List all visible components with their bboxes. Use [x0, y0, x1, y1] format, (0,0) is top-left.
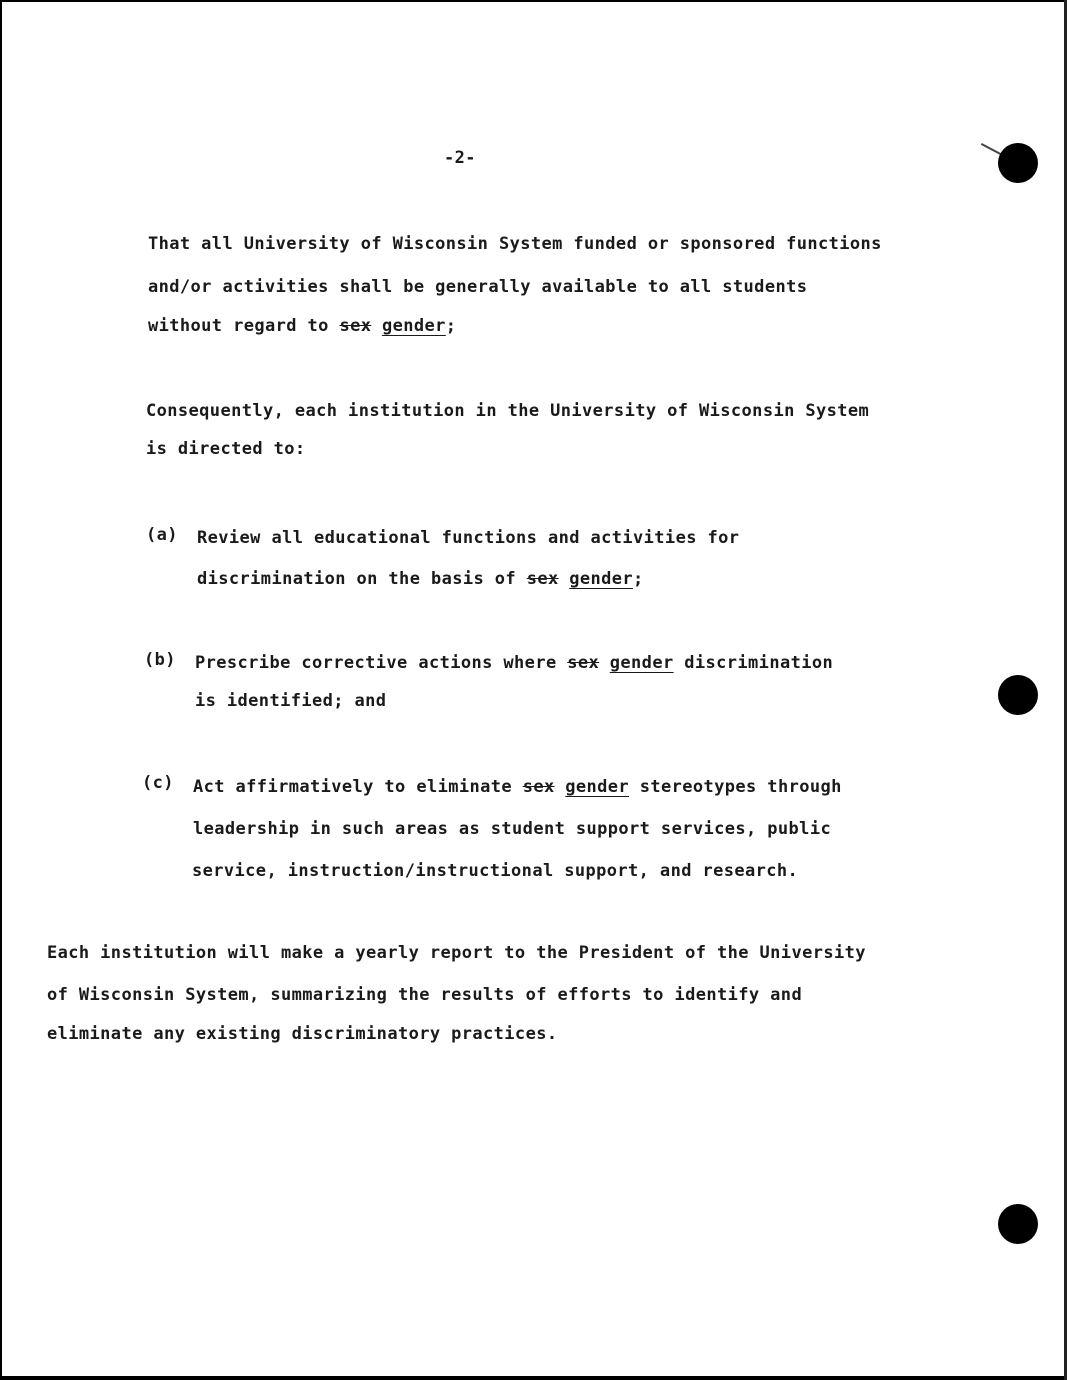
punch-hole-top [998, 143, 1038, 183]
item-b-line2: is identified; and [195, 691, 387, 711]
punch-hole-mark [981, 143, 1001, 155]
para1-line3-text: without regard to [148, 316, 329, 336]
para1-line2: and/or activities shall be generally available to all students [148, 277, 808, 297]
item-c-line2: leadership in such areas as student support services, public [193, 819, 832, 839]
item-c-line1-end: stereotypes through [639, 777, 842, 797]
item-c-line3: service, instruction/instructional support, and research. [192, 861, 799, 881]
para1-line1: That all University of Wisconsin System funded or sponsored functions [148, 234, 882, 254]
item-a-line2-end: ; [633, 569, 644, 589]
punch-hole-bottom [998, 1204, 1038, 1244]
struck-word: sex [567, 653, 600, 673]
item-a-line2-text: discrimination on the basis of [197, 569, 517, 589]
para2-line1: Consequently, each institution in the University of Wisconsin System [146, 401, 870, 421]
inserted-word: gender [569, 569, 634, 589]
punch-hole-middle [998, 675, 1038, 715]
para3-line3: eliminate any existing discriminatory practices. [47, 1024, 558, 1044]
struck-word: sex [339, 316, 372, 336]
item-c-line1-text: Act affirmatively to eliminate [193, 777, 513, 797]
para3-line2: of Wisconsin System, summarizing the results of efforts to identify and [47, 985, 803, 1005]
inserted-word: gender [609, 653, 674, 673]
item-c-line1 [193, 777, 842, 797]
para1-line3 [148, 316, 456, 336]
item-a-line2 [197, 569, 644, 589]
item-a-line1: Review all educational functions and activities for [197, 528, 740, 548]
item-b-line1-end: discrimination [684, 653, 834, 673]
inserted-word: gender [381, 316, 446, 336]
para3-line1: Each institution will make a yearly report to the President of the University [47, 943, 866, 963]
page-number: -2- [444, 148, 476, 168]
struck-word: sex [522, 777, 555, 797]
scan-border-bottom [0, 1376, 1067, 1380]
inserted-word: gender [565, 777, 630, 797]
item-b-line1-text: Prescribe corrective actions where [195, 653, 557, 673]
para2-line2: is directed to: [146, 439, 306, 459]
scan-border-top [0, 0, 1067, 2]
item-a-marker: (a) [146, 525, 178, 545]
item-b-marker: (b) [144, 650, 176, 670]
para1-line3-end: ; [445, 316, 457, 336]
scan-border-left [0, 0, 2, 1380]
struck-word: sex [526, 569, 559, 589]
item-c-marker: (c) [142, 773, 174, 793]
item-b-line1 [195, 653, 833, 673]
